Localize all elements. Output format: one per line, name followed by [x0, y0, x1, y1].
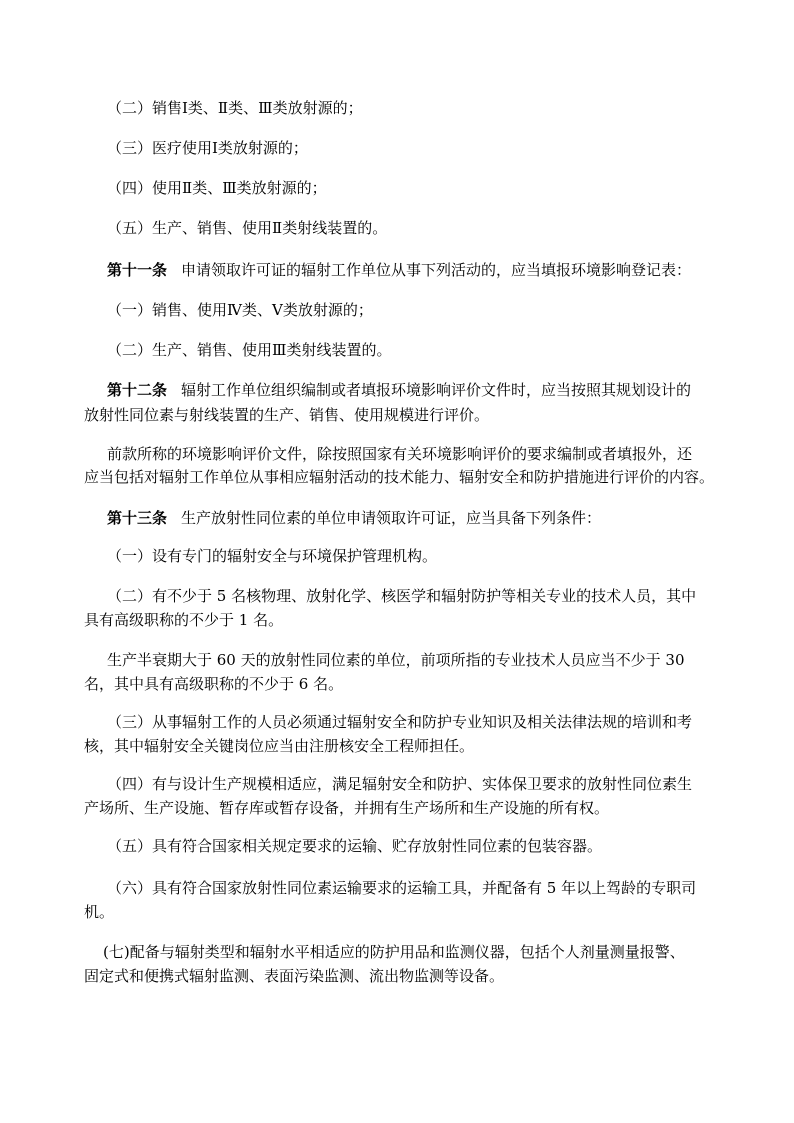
article-13 [107, 504, 601, 532]
article-number: 第十三条 [107, 509, 168, 527]
clause-text: （二）销售Ⅰ类、Ⅱ类、Ⅲ类放射源的； [107, 99, 363, 117]
clause-text: （二）生产、销售、使用Ⅲ类射线装置的。 [107, 341, 392, 359]
half-life-staff-requirement-line-2 [84, 670, 343, 698]
article-number: 第十二条 [107, 381, 168, 399]
article-text: 辐射工作单位组织编制或者填报环境影响评价文件时，应当按照其规划设计的 [181, 381, 692, 399]
paragraph-eia-documents-line-2 [84, 463, 714, 491]
condition-text-continued: 固定式和便携式辐射监测、表面污染监测、流出物监测等设备。 [84, 967, 505, 985]
article-text-continued: 放射性同位素与射线装置的生产、销售、使用规模进行评价。 [84, 406, 490, 424]
condition-text: (七)配备与辐射类型和辐射水平相适应的防护用品和监测仪器，包括个人剂量测量报警、 [103, 943, 685, 961]
clause-1-sell-use-class-4-5 [107, 296, 373, 324]
condition-text: （四）有与设计生产规模相适应，满足辐射安全和防护、实体保卫要求的放射性同位素生 [107, 775, 693, 793]
condition-4-facilities-line-2 [84, 794, 609, 822]
condition-text: （二）有不少于 5 名核物理、放射化学、核医学和辐射防护等相关专业的技术人员，其中 [107, 587, 697, 605]
condition-text: （五）具有符合国家相关规定要求的运输、贮存放射性同位素的包装容器。 [107, 837, 603, 855]
clause-text: （四）使用Ⅱ类、Ⅲ类放射源的； [107, 179, 327, 197]
article-12-line-2 [84, 401, 489, 429]
condition-text-continued: 产场所、生产设施、暂存库或暂存设备，并拥有生产场所和生产设施的所有权。 [84, 799, 610, 817]
article-12-line-1 [107, 376, 691, 404]
condition-1-management-body [107, 542, 437, 570]
clause-2-ray-devices-class-3 [107, 336, 391, 364]
clause-3-medical-class-1 [107, 134, 308, 162]
condition-6-transport-line-1 [107, 874, 696, 902]
condition-text: （一）设有专门的辐射安全与环境保护管理机构。 [107, 547, 438, 565]
condition-7-monitoring-line-2 [84, 962, 504, 990]
article-text: 生产放射性同位素的单位申请领取许可证，应当具备下列条件： [181, 509, 602, 527]
paragraph-text-continued: 应当包括对辐射工作单位从事相应辐射活动的技术能力、辐射安全和防护措施进行评价的内容。 [84, 468, 715, 486]
paragraph-text: 前款所称的环境影响评价文件，除按照国家有关环境影响评价的要求编制或者填报外，还 [107, 445, 693, 463]
condition-3-training-line-2 [84, 732, 474, 760]
condition-text-continued: 具有高级职称的不少于 1 名。 [84, 611, 284, 629]
condition-5-packaging [107, 832, 602, 860]
condition-text: （六）具有符合国家放射性同位素运输要求的运输工具，并配备有 5 年以上驾龄的专职司 [107, 879, 697, 897]
article-number: 第十一条 [107, 261, 168, 279]
clause-text: （三）医疗使用Ⅰ类放射源的； [107, 139, 308, 157]
clause-4-use-class-2-3 [107, 174, 327, 202]
condition-text-continued: 核，其中辐射安全关键岗位应当由注册核安全工程师担任。 [84, 737, 475, 755]
condition-text-continued: 机。 [84, 903, 115, 921]
condition-2-technical-staff-line-2 [84, 606, 283, 634]
clause-2-sell-class-1-3 [107, 94, 363, 122]
clause-text: （五）生产、销售、使用Ⅱ类射线装置的。 [107, 219, 388, 237]
clause-text: （一）销售、使用Ⅳ类、Ⅴ类放射源的； [107, 301, 373, 319]
condition-text: （三）从事辐射工作的人员必须通过辐射安全和防护专业知识及相关法律法规的培训和考 [107, 713, 693, 731]
article-text: 申请领取许可证的辐射工作单位从事下列活动的，应当填报环境影响登记表： [181, 261, 692, 279]
clause-5-ray-devices-class-2 [107, 214, 387, 242]
condition-6-transport-line-2 [84, 898, 114, 926]
article-11 [107, 256, 691, 284]
paragraph-text-continued: 名，其中具有高级职称的不少于 6 名。 [84, 675, 344, 693]
paragraph-text: 生产半衰期大于 60 天的放射性同位素的单位，前项所指的专业技术人员应当不少于 30 [107, 651, 685, 669]
